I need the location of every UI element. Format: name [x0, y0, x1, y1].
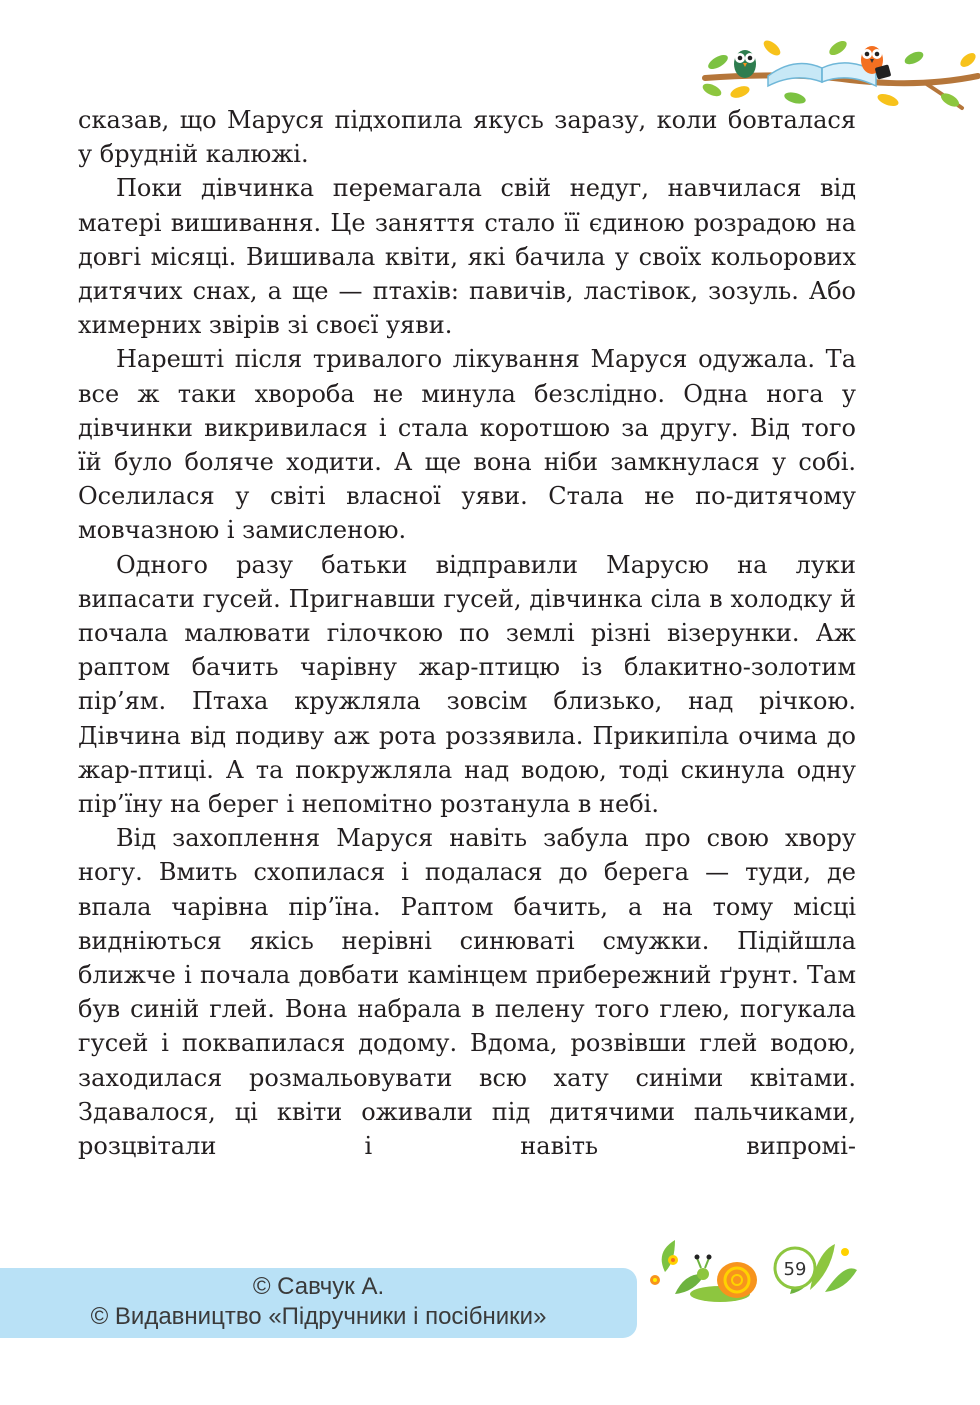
- paragraph-firebird: Одного разу батьки відправили Марусю на луки випасати гусей. Пригнавши гусей, дівчинка сіла в холодку й почала малювати гілочкою по землі різні візерунки. Аж раптом бачить чарівну жар-птицю із блакитно-золотим пір’ям. Птаха кружляла зовсім близько, над річкою. Дівчина від подиву аж рота роззявила. Прикипіла очима до жар-птиці. А та покружляла над водою, тоді скинула одну пір’їну на берег і непомітно розтанула в небі.: [78, 550, 856, 819]
- paragraph-continuation: сказав, що Маруся підхопила якусь заразу, коли бовталася у брудній калюжі.: [78, 106, 856, 169]
- paragraph-recovery: Нарешті після тривалого лікування Маруся одужала. Та все ж таки хвороба не минула безслідно. Одна нога у дівчинки викривилася і стала коротшою за другу. Від того їй було боляче ходити. А ще вона ніби замкнулася у собі. Оселилася у світі власної уяви. Стала не по-дитячому мовчазною і замисленою.: [78, 345, 856, 545]
- paragraph-illness-embroidery: Поки дівчинка перемагала свій недуг, навчилася від матері вишивання. Це заняття стало її єдиною розрадою на довгі місяці. Вишивала квіти, які бачила у своїх кольорових дитячих снах, а ще — птахів: павичів, ластівок, зозуль. Або химерних звірів зі своєї уяви.: [78, 174, 856, 340]
- copyright-publisher: © Видавництво «Підручники і посібники»: [90, 1303, 547, 1330]
- snail-flowers-illustration: [645, 1232, 860, 1312]
- story-text: [78, 103, 856, 1163]
- copyright-banner: [0, 1268, 637, 1338]
- copyright-author: © Савчук А.: [252, 1273, 385, 1300]
- page-number: 59: [783, 1259, 807, 1280]
- paragraph-blue-clay: Від захоплення Маруся навіть забула про свою хвору ногу. Вмить схопилася і подалася до берега — туди, де впала чарівна пір’їна. Раптом бачить, а на тому місці видніються якісь нерівні синюваті смужки. Підійшла ближче і почала довбати камінцем прибережний ґрунт. Там був синій глей. Вона набрала в пелену того глею, погукала гусей і поквапилася додому. Вдома, розвівши глей водою, заходилася розмальовувати всю хату синіми квітами. Здавалося, ці квіти оживали під дитячими пальчиками, розцвітали і навіть випромі-: [78, 824, 856, 1161]
